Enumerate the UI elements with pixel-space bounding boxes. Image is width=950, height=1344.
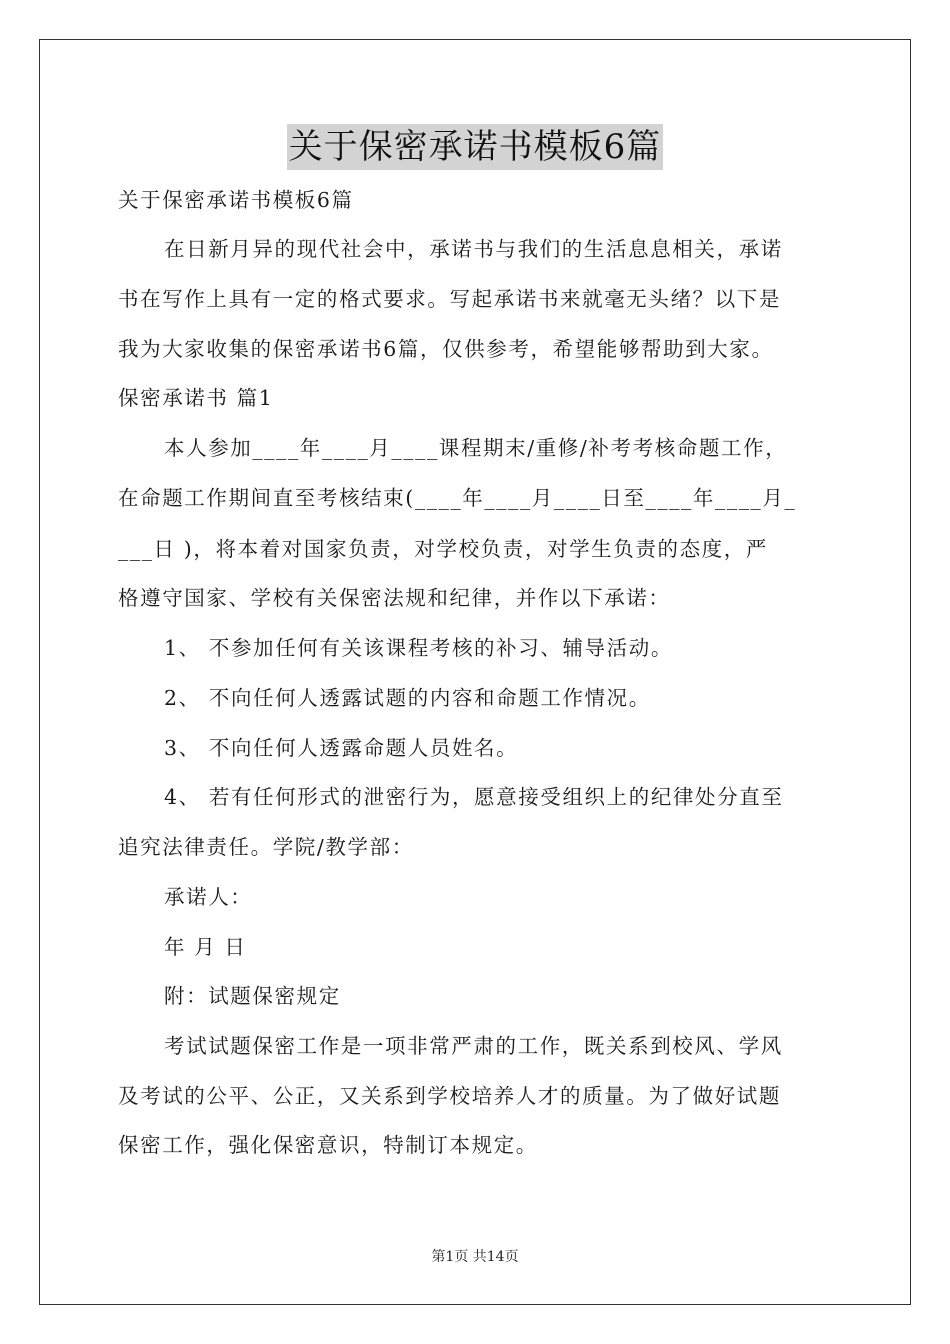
paragraph-line: 格遵守国家、学校有关保密法规和纪律，并作以下承诺： (118, 586, 671, 610)
paragraph-line: 在日新月异的现代社会中，承诺书与我们的生活息息相关，承诺 (164, 237, 783, 261)
paragraph-line: 本人参加____年____月____课程期末/重修/补考考核命题工作， (164, 436, 788, 460)
paragraph-line: 在命题工作期间直至考核结束(____年____月____日至____年____月_ (118, 486, 797, 510)
list-item: 4、 若有任何形式的泄密行为，愿意接受组织上的纪律处分直至 (164, 785, 784, 809)
title-wrap (0, 124, 950, 170)
paragraph-line: 书在写作上具有一定的格式要求。写起承诺书来就毫无头绪？以下是 (118, 287, 781, 311)
signature-label: 承诺人： (164, 885, 253, 909)
paragraph-line: ___日 )，将本着对国家负责，对学校负责，对学生负责的态度，严 (118, 537, 768, 561)
list-item: 3、 不向任何人透露命题人员姓名。 (164, 736, 519, 760)
paragraph-line: 保密工作，强化保密意识，特制订本规定。 (118, 1133, 538, 1157)
section-heading: 保密承诺书 篇1 (118, 386, 274, 410)
document-title: 关于保密承诺书模板6篇 (287, 124, 664, 170)
doc-subtitle: 关于保密承诺书模板6篇 (118, 188, 354, 212)
page-border (39, 39, 911, 1305)
date-line: 年 月 日 (164, 935, 247, 959)
page-footer: 第1页 共14页 (431, 1249, 519, 1265)
list-item: 2、 不向任何人透露试题的内容和命题工作情况。 (164, 686, 651, 710)
appendix-heading: 附：试题保密规定 (164, 984, 341, 1008)
paragraph-line: 我为大家收集的保密承诺书6篇，仅供参考，希望能够帮助到大家。 (118, 337, 774, 361)
paragraph-line: 追究法律责任。学院/教学部： (118, 835, 414, 859)
list-item: 1、 不参加任何有关该课程考核的补习、辅导活动。 (164, 636, 673, 660)
paragraph-line: 及考试的公平、公正，又关系到学校培养人才的质量。为了做好试题 (118, 1084, 781, 1108)
paragraph-line: 考试试题保密工作是一项非常严肃的工作，既关系到校风、学风 (164, 1034, 783, 1058)
